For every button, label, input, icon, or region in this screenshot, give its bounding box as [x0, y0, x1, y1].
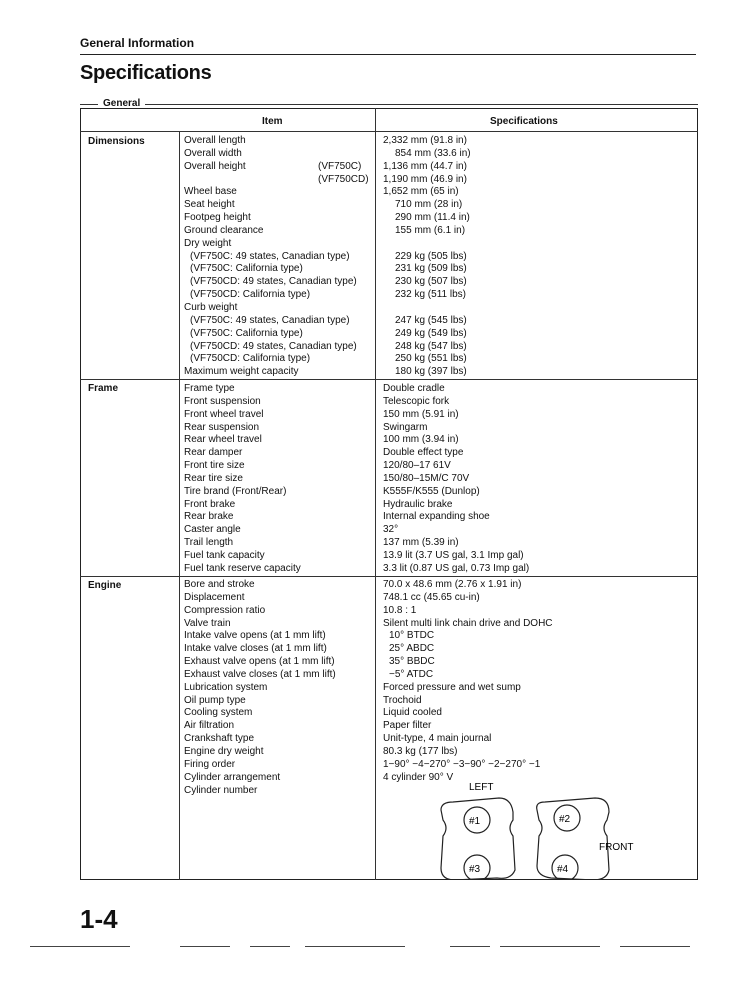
- footer-rule: [180, 946, 230, 947]
- footer-rule: [450, 946, 490, 947]
- item: Engine dry weight: [184, 745, 264, 757]
- item: Front brake: [184, 498, 236, 510]
- item: Lubrication system: [184, 681, 268, 693]
- section-divider-engine: [80, 576, 698, 577]
- spec: 248 kg (547 lbs): [395, 340, 467, 352]
- item: Front tire size: [184, 460, 245, 472]
- item: Rear wheel travel: [184, 434, 262, 446]
- spec: 1,190 mm (46.9 in): [383, 173, 467, 185]
- item: Firing order: [184, 758, 236, 770]
- item: Fuel tank reserve capacity: [184, 562, 301, 574]
- item: Valve train: [184, 617, 231, 629]
- item: Wheel base: [184, 186, 237, 198]
- spec: 231 kg (509 lbs): [395, 263, 467, 275]
- spec: [383, 238, 471, 251]
- footer-rule: [500, 946, 600, 947]
- item: Overall length: [184, 135, 246, 146]
- item: Exhaust valve opens (at 1 mm lift): [184, 656, 335, 668]
- section-divider-frame: [80, 379, 698, 380]
- spec: 232 kg (511 lbs): [395, 289, 466, 301]
- header-row-divider: [80, 131, 698, 132]
- item: Curb weight: [184, 301, 238, 313]
- spec: −5° ATDC: [389, 668, 434, 680]
- item: Cylinder number: [184, 784, 258, 796]
- group-line-left: [80, 104, 98, 105]
- item: (VF750CD: 49 states, Canadian type): [190, 276, 357, 288]
- spec: Hydraulic brake: [383, 498, 453, 510]
- spec: 1,652 mm (65 in): [383, 186, 459, 198]
- item: Displacement: [184, 591, 245, 603]
- item: Caster angle: [184, 524, 241, 536]
- spec: 748.1 cc (45.65 cu-in): [383, 591, 480, 603]
- item-label: Overall height: [184, 160, 246, 172]
- spec: Double effect type: [383, 447, 464, 459]
- diagram-front-label: FRONT: [599, 842, 634, 853]
- variant-label: (VF750C): [318, 160, 362, 172]
- spec: 1−90° −4−270° −3−90° −2−270° −1: [383, 758, 541, 770]
- item: Rear suspension: [184, 421, 260, 433]
- diagram-left-label: LEFT: [469, 782, 494, 793]
- item: Air filtration: [184, 720, 235, 732]
- item: Cooling system: [184, 707, 253, 719]
- item: Exhaust valve closes (at 1 mm lift): [184, 668, 336, 680]
- spec: 250 kg (551 lbs): [395, 353, 467, 365]
- item: Compression ratio: [184, 604, 266, 616]
- dimensions-items: [184, 135, 369, 379]
- spec: 1,136 mm (44.7 in): [383, 160, 467, 172]
- item: [184, 160, 362, 174]
- right-bank-outline: [537, 798, 609, 880]
- item: Rear damper: [184, 447, 243, 459]
- item: Oil pump type: [184, 694, 246, 706]
- engine-specs: [383, 579, 553, 785]
- item: Maximum weight capacity: [184, 366, 299, 378]
- item: [184, 173, 369, 187]
- spec: 4 cylinder 90° V: [383, 771, 454, 783]
- section-label-engine: Engine: [88, 580, 122, 591]
- spec: 247 kg (545 lbs): [395, 314, 467, 326]
- spec: Swingarm: [383, 421, 428, 433]
- column-header-spec: Specifications: [490, 116, 558, 127]
- item: Trail length: [184, 537, 234, 549]
- item: Front suspension: [184, 395, 261, 407]
- item: Rear tire size: [184, 472, 243, 484]
- section-label-frame: Frame: [88, 383, 119, 394]
- item: (VF750C: 49 states, Canadian type): [190, 250, 350, 262]
- spec: 35° BBDC: [389, 656, 435, 668]
- item: Cylinder arrangement: [184, 771, 281, 783]
- spec: 290 mm (11.4 in): [395, 212, 470, 224]
- column-header-item: Item: [262, 116, 283, 127]
- header-rule: [80, 54, 696, 55]
- item: Footpeg height: [184, 212, 251, 224]
- spec: 70.0 x 48.6 mm (2.76 x 1.91 in): [383, 579, 522, 590]
- frame-items: [184, 383, 301, 576]
- footer-rule: [30, 946, 130, 947]
- spec: Liquid cooled: [383, 707, 442, 719]
- spec: 2,332 mm (91.8 in): [383, 135, 467, 146]
- spec: Unit-type, 4 main journal: [383, 733, 492, 745]
- item: Overall width: [184, 147, 242, 159]
- page-number: 1-4: [80, 904, 118, 934]
- spec: 120/80–17 61V: [383, 460, 451, 472]
- item: Fuel tank capacity: [184, 549, 265, 561]
- cylinder-3-label: #3: [469, 864, 481, 875]
- dimensions-specs: [383, 135, 471, 379]
- item: Seat height: [184, 199, 235, 211]
- spec: 180 kg (397 lbs): [395, 366, 467, 378]
- footer-rule: [305, 946, 405, 947]
- item: Front wheel travel: [184, 408, 264, 420]
- cylinder-4-label: #4: [557, 864, 569, 875]
- item: (VF750CD: California type): [190, 353, 311, 365]
- spec: Trochoid: [383, 694, 422, 706]
- page-title: Specifications: [80, 62, 212, 84]
- section-header: General Information: [80, 36, 195, 50]
- cylinder-1-label: #1: [469, 816, 481, 827]
- spec: 150 mm (5.91 in): [383, 408, 459, 420]
- item: Rear brake: [184, 511, 234, 523]
- spec: Paper filter: [383, 720, 432, 732]
- item: (VF750CD: California type): [190, 289, 311, 301]
- item: (VF750CD: 49 states, Canadian type): [190, 340, 357, 352]
- item: (VF750C: 49 states, Canadian type): [190, 314, 350, 326]
- item: Ground clearance: [184, 224, 264, 236]
- section-label-dimensions: Dimensions: [88, 136, 145, 147]
- item: Frame type: [184, 383, 235, 394]
- col-divider-2: [375, 108, 376, 880]
- spec: 710 mm (28 in): [395, 199, 463, 211]
- spec: Forced pressure and wet sump: [383, 681, 521, 693]
- variant-label: (VF750CD): [318, 173, 369, 185]
- cylinder-2-label: #2: [559, 814, 571, 825]
- footer-rule: [620, 946, 690, 947]
- footer-rule: [250, 946, 290, 947]
- item: (VF750C: California type): [190, 327, 303, 339]
- item: (VF750C: California type): [190, 263, 303, 275]
- group-line-right: [145, 104, 698, 105]
- spec: [383, 302, 471, 315]
- spec: Telescopic fork: [383, 395, 450, 407]
- spec: 10.8 : 1: [383, 604, 417, 616]
- spec: 13.9 lit (3.7 US gal, 3.1 Imp gal): [383, 549, 524, 561]
- item: Tire brand (Front/Rear): [184, 485, 287, 497]
- item: Crankshaft type: [184, 733, 255, 745]
- engine-items: [184, 579, 336, 797]
- spec: 100 mm (3.94 in): [383, 434, 459, 446]
- spec: 25° ABDC: [389, 643, 435, 655]
- col-divider-1: [179, 131, 180, 880]
- spec: 155 mm (6.1 in): [395, 224, 466, 236]
- spec: Silent multi link chain drive and DOHC: [383, 617, 553, 629]
- spec: 230 kg (507 lbs): [395, 276, 467, 288]
- spec: Double cradle: [383, 383, 445, 394]
- item: Bore and stroke: [184, 579, 255, 590]
- spec: 10° BTDC: [389, 630, 435, 642]
- spec: 150/80–15M/C 70V: [383, 472, 470, 484]
- spec: K555F/K555 (Dunlop): [383, 485, 480, 497]
- group-label: General: [103, 98, 141, 109]
- spec: Internal expanding shoe: [383, 511, 490, 523]
- spec: 3.3 lit (0.87 US gal, 0.73 Imp gal): [383, 562, 530, 574]
- spec: 137 mm (5.39 in): [383, 537, 459, 549]
- cylinder-diagram: [425, 776, 655, 880]
- item: Intake valve closes (at 1 mm lift): [184, 643, 327, 655]
- spec: 80.3 kg (177 lbs): [383, 745, 458, 757]
- spec: 249 kg (549 lbs): [395, 327, 467, 339]
- spec: 229 kg (505 lbs): [395, 250, 467, 262]
- item: Dry weight: [184, 237, 232, 249]
- spec: 32°: [383, 524, 399, 536]
- item: Intake valve opens (at 1 mm lift): [184, 630, 326, 642]
- frame-specs: [383, 383, 529, 576]
- spec: 854 mm (33.6 in): [395, 147, 471, 159]
